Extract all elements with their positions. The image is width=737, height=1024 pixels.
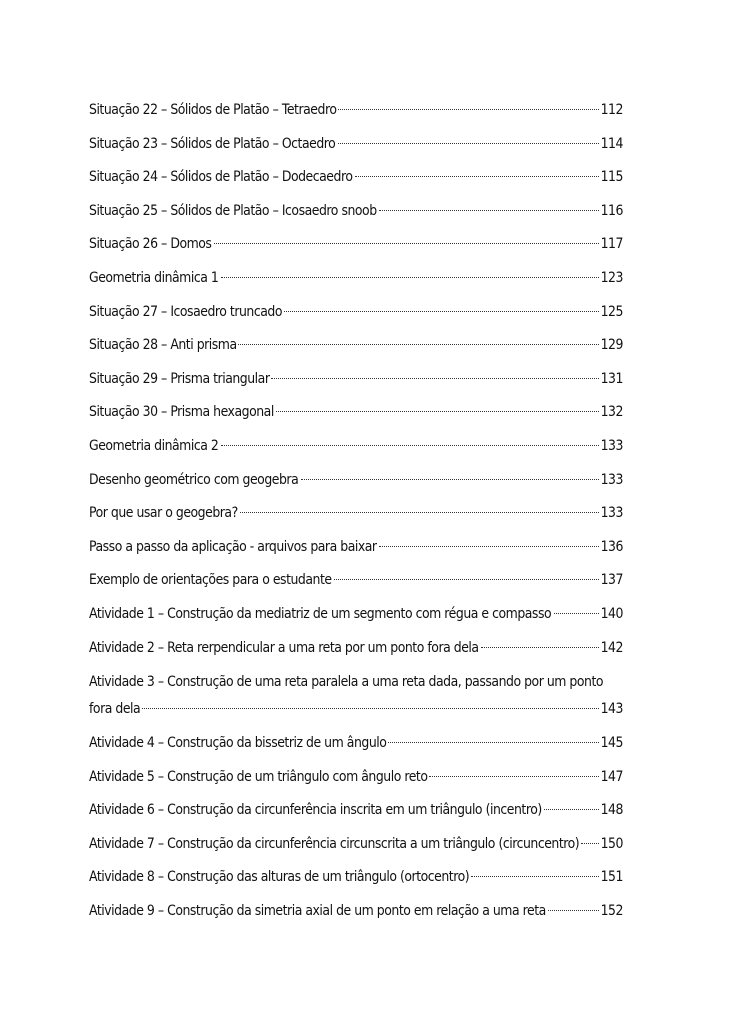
- dot-leader: [221, 277, 599, 278]
- toc-entry[interactable]: [89, 264, 623, 298]
- dot-leader: [388, 742, 599, 743]
- toc-entry-page: 115: [600, 169, 623, 186]
- toc-entry-title: Situação 29 – Prisma triangular: [89, 370, 270, 387]
- dot-leader: [471, 876, 599, 877]
- toc-entry-page: 142: [600, 639, 623, 656]
- toc-entry-page: 133: [600, 505, 623, 522]
- toc-entry[interactable]: [89, 897, 623, 931]
- dot-leader: [240, 512, 599, 513]
- toc-entry[interactable]: [89, 863, 623, 897]
- dot-leader: [142, 708, 599, 709]
- toc-entry-page: 148: [600, 802, 623, 819]
- toc-entry-title: Atividade 4 – Construção da bissetriz de um ângulo: [89, 735, 387, 752]
- toc-entry-title: Atividade 6 – Construção da circunferência inscrita em um triângulo (incentro): [89, 802, 542, 819]
- toc-entry-page: 125: [600, 303, 623, 320]
- dot-leader: [379, 210, 599, 211]
- toc-entry-page: 133: [600, 437, 623, 454]
- toc-entry[interactable]: [89, 763, 623, 797]
- dot-leader: [338, 109, 599, 110]
- dot-leader: [429, 776, 599, 777]
- toc-entry-title: Atividade 1 – Construção da mediatriz de um segmento com régua e compasso: [89, 605, 552, 622]
- toc-entry-title: Situação 26 – Domos: [89, 236, 212, 253]
- dot-leader: [238, 344, 598, 345]
- toc-entry-page: 140: [600, 605, 623, 622]
- toc-entry-page: 116: [600, 202, 623, 219]
- toc-entry[interactable]: [89, 566, 623, 600]
- dot-leader: [214, 243, 599, 244]
- toc-entry-page: 114: [600, 135, 623, 152]
- toc-entry-page: 131: [600, 370, 623, 387]
- dot-leader: [355, 176, 599, 177]
- toc-entry-page: 136: [600, 538, 623, 555]
- toc-entry-page: 123: [600, 269, 623, 286]
- toc-entry[interactable]: [89, 365, 623, 399]
- toc-entry-title: Por que usar o geogebra?: [89, 505, 238, 522]
- toc-entry-title: Situação 27 – Icosaedro truncado: [89, 303, 283, 320]
- toc-entry[interactable]: [89, 600, 623, 634]
- dot-leader: [548, 910, 599, 911]
- toc-entry-title: Atividade 2 – Reta rerpendicular a uma reta por um ponto fora dela: [89, 639, 479, 656]
- toc-entry-page: 147: [600, 768, 623, 785]
- dot-leader: [301, 479, 599, 480]
- toc-entry[interactable]: [89, 432, 623, 466]
- toc-entry-title: Situação 28 – Anti prisma: [89, 337, 237, 354]
- toc-entry-title: Situação 30 – Prisma hexagonal: [89, 404, 274, 421]
- toc-entry[interactable]: [89, 796, 623, 830]
- toc-entry[interactable]: [89, 230, 623, 264]
- toc-entry-title: Atividade 3 – Construção de uma reta paralela a uma reta dada, passando por um ponto: [89, 674, 604, 691]
- toc-entry-page: 132: [600, 404, 623, 421]
- toc-entry-title: Passo a passo da aplicação - arquivos para baixar: [89, 538, 377, 555]
- dot-leader: [481, 647, 599, 648]
- toc-entry[interactable]: [89, 96, 623, 130]
- toc-entry-title: Exemplo de orientações para o estudante: [89, 572, 332, 589]
- toc-entry-title: Atividade 5 – Construção de um triângulo com ângulo reto: [89, 768, 428, 785]
- dot-leader: [334, 579, 599, 580]
- toc-entry[interactable]: [89, 130, 623, 164]
- toc-entry-title: Atividade 9 – Construção da simetria axial de um ponto em relação a uma reta: [89, 903, 546, 920]
- toc-entry-page: 129: [600, 337, 623, 354]
- toc-entry[interactable]: [89, 667, 623, 729]
- dot-leader: [554, 613, 599, 614]
- toc-entry[interactable]: [89, 830, 623, 864]
- toc-entry[interactable]: [89, 499, 623, 533]
- toc-entry-title: Situação 22 – Sólidos de Platão – Tetraedro: [89, 102, 337, 118]
- toc-entry-title: Desenho geométrico com geogebra: [89, 471, 299, 488]
- toc-entry-page: 133: [600, 471, 623, 488]
- toc-entry[interactable]: [89, 398, 623, 432]
- toc-entry[interactable]: [89, 729, 623, 763]
- toc-entry-page: 152: [600, 903, 623, 920]
- dot-leader: [271, 378, 598, 379]
- toc-entry[interactable]: [89, 533, 623, 567]
- toc-entry[interactable]: [89, 163, 623, 197]
- dot-leader: [221, 445, 599, 446]
- dot-leader: [379, 546, 599, 547]
- toc-entry-title: Atividade 8 – Construção das alturas de um triângulo (ortocentro): [89, 869, 470, 886]
- dot-leader: [338, 143, 599, 144]
- toc-entry-page: 145: [600, 735, 623, 752]
- toc-entry-page: 143: [600, 701, 623, 718]
- toc-entry[interactable]: [89, 466, 623, 500]
- toc-entry-page: 117: [600, 236, 623, 253]
- dot-leader: [284, 311, 598, 312]
- toc-entry-title-continuation: fora dela: [89, 701, 141, 718]
- toc-entry-page: 150: [600, 835, 623, 852]
- toc-entry-page: 112: [600, 102, 623, 118]
- toc-entry-title: Atividade 7 – Construção da circunferência circunscrita a um triângulo (circuncentro): [89, 835, 580, 852]
- toc-entry-title: Situação 24 – Sólidos de Platão – Dodecaedro: [89, 169, 353, 186]
- dot-leader: [276, 411, 599, 412]
- table-of-contents: [89, 96, 623, 931]
- dot-leader: [544, 809, 599, 810]
- toc-entry[interactable]: [89, 331, 623, 365]
- toc-entry-page: 137: [600, 572, 623, 589]
- toc-entry-title: Situação 23 – Sólidos de Platão – Octaedro: [89, 135, 336, 152]
- toc-entry[interactable]: [89, 298, 623, 332]
- toc-entry[interactable]: [89, 197, 623, 231]
- toc-entry-title: Situação 25 – Sólidos de Platão – Icosaedro snoob: [89, 202, 377, 219]
- dot-leader: [581, 843, 599, 844]
- toc-entry-title: Geometria dinâmica 2: [89, 437, 219, 454]
- toc-entry-page: 151: [600, 869, 623, 886]
- toc-entry[interactable]: [89, 634, 623, 668]
- toc-entry-title: Geometria dinâmica 1: [89, 269, 219, 286]
